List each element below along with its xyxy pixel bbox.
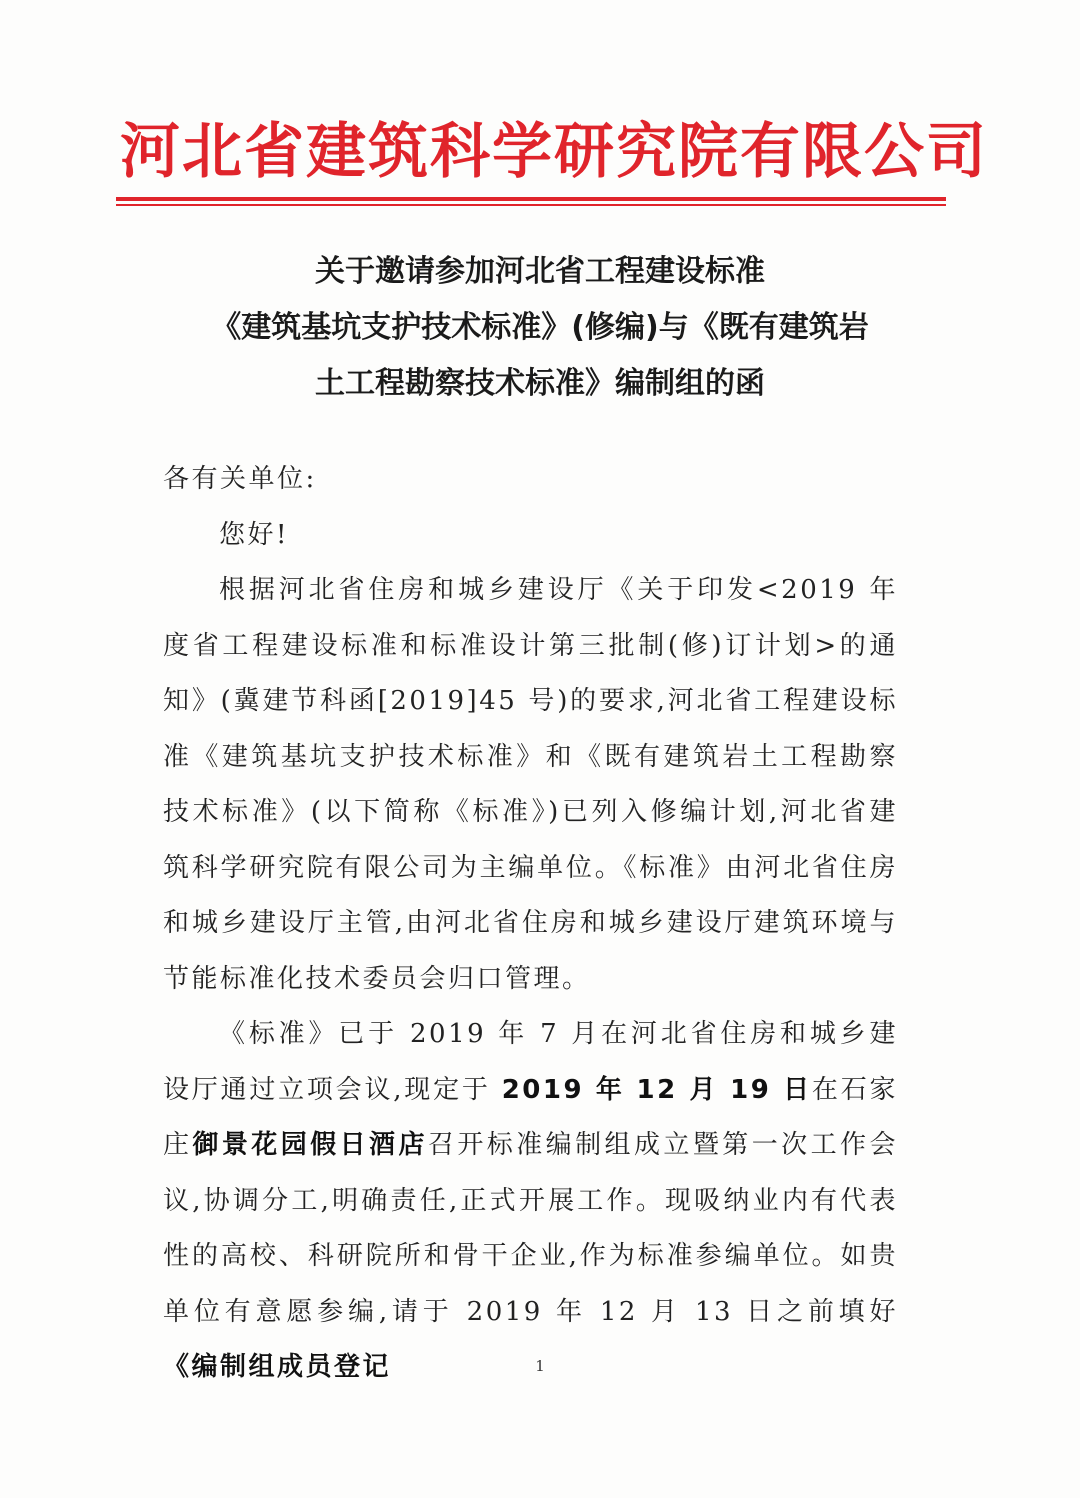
registration-form-title: 《编制组成员登记 (163, 1352, 392, 1382)
meeting-venue: 御景花园假日酒店 (192, 1130, 428, 1160)
greeting: 您好! (219, 519, 289, 550)
letterhead-rule-thick (116, 197, 946, 201)
salutation: 各有关单位: (163, 464, 317, 494)
title-line-2: 《建筑基坑支护技术标准》(修编)与《既有建筑岩 (211, 310, 869, 345)
paragraph-2-text-a: 《标准》已于 2019 年 7 月在河北省住房和城乡建设厅通过立项会议,现定于 (163, 1019, 898, 1105)
paragraph-2 (163, 1007, 898, 1396)
paragraph-2-text-b: 在石家庄 (163, 1074, 898, 1160)
title-line-1: 关于邀请参加河北省工程建设标准 (315, 254, 765, 289)
letter-body (163, 452, 898, 1396)
letterhead-rule-thin (116, 204, 946, 206)
paragraph-2-text-c: 召开标准编制组成立暨第一次工作会议,协调分工,明确责任,正式开展工作。现吸纳业内有代表性的高校、科研院所和骨干企业,作为标准参编单位。如贵单位有意愿参编,请于 2019 年 12 月 13 日之前填好 (163, 1130, 898, 1327)
meeting-date: 2019 年 12 月 19 日 (501, 1074, 812, 1105)
paragraph-1: 根据河北省住房和城乡建设厅《关于印发<2019 年度省工程建设标准和标准设计第三批制(修)订计划>的通知》(冀建节科函[2019]45 号)的要求,河北省工程建设标准《建筑基坑支护技术标准》和《既有建筑岩土工程勘察技术标准》(以下简称《标准》)已列入修编计划,河北省建筑科学研究院有限公司为主编单位。《标准》由河北省住房和城乡建设厅主管,由河北省住房和城乡建设厅建筑环境与节能标准化技术委员会归口管理。 (163, 575, 898, 994)
letterhead-org-name: 河北省建筑科学研究院有限公司 (120, 117, 988, 187)
document-title (140, 244, 940, 412)
page-number: 1 (535, 1357, 545, 1375)
title-line-3: 土工程勘察技术标准》编制组的函 (315, 366, 765, 401)
